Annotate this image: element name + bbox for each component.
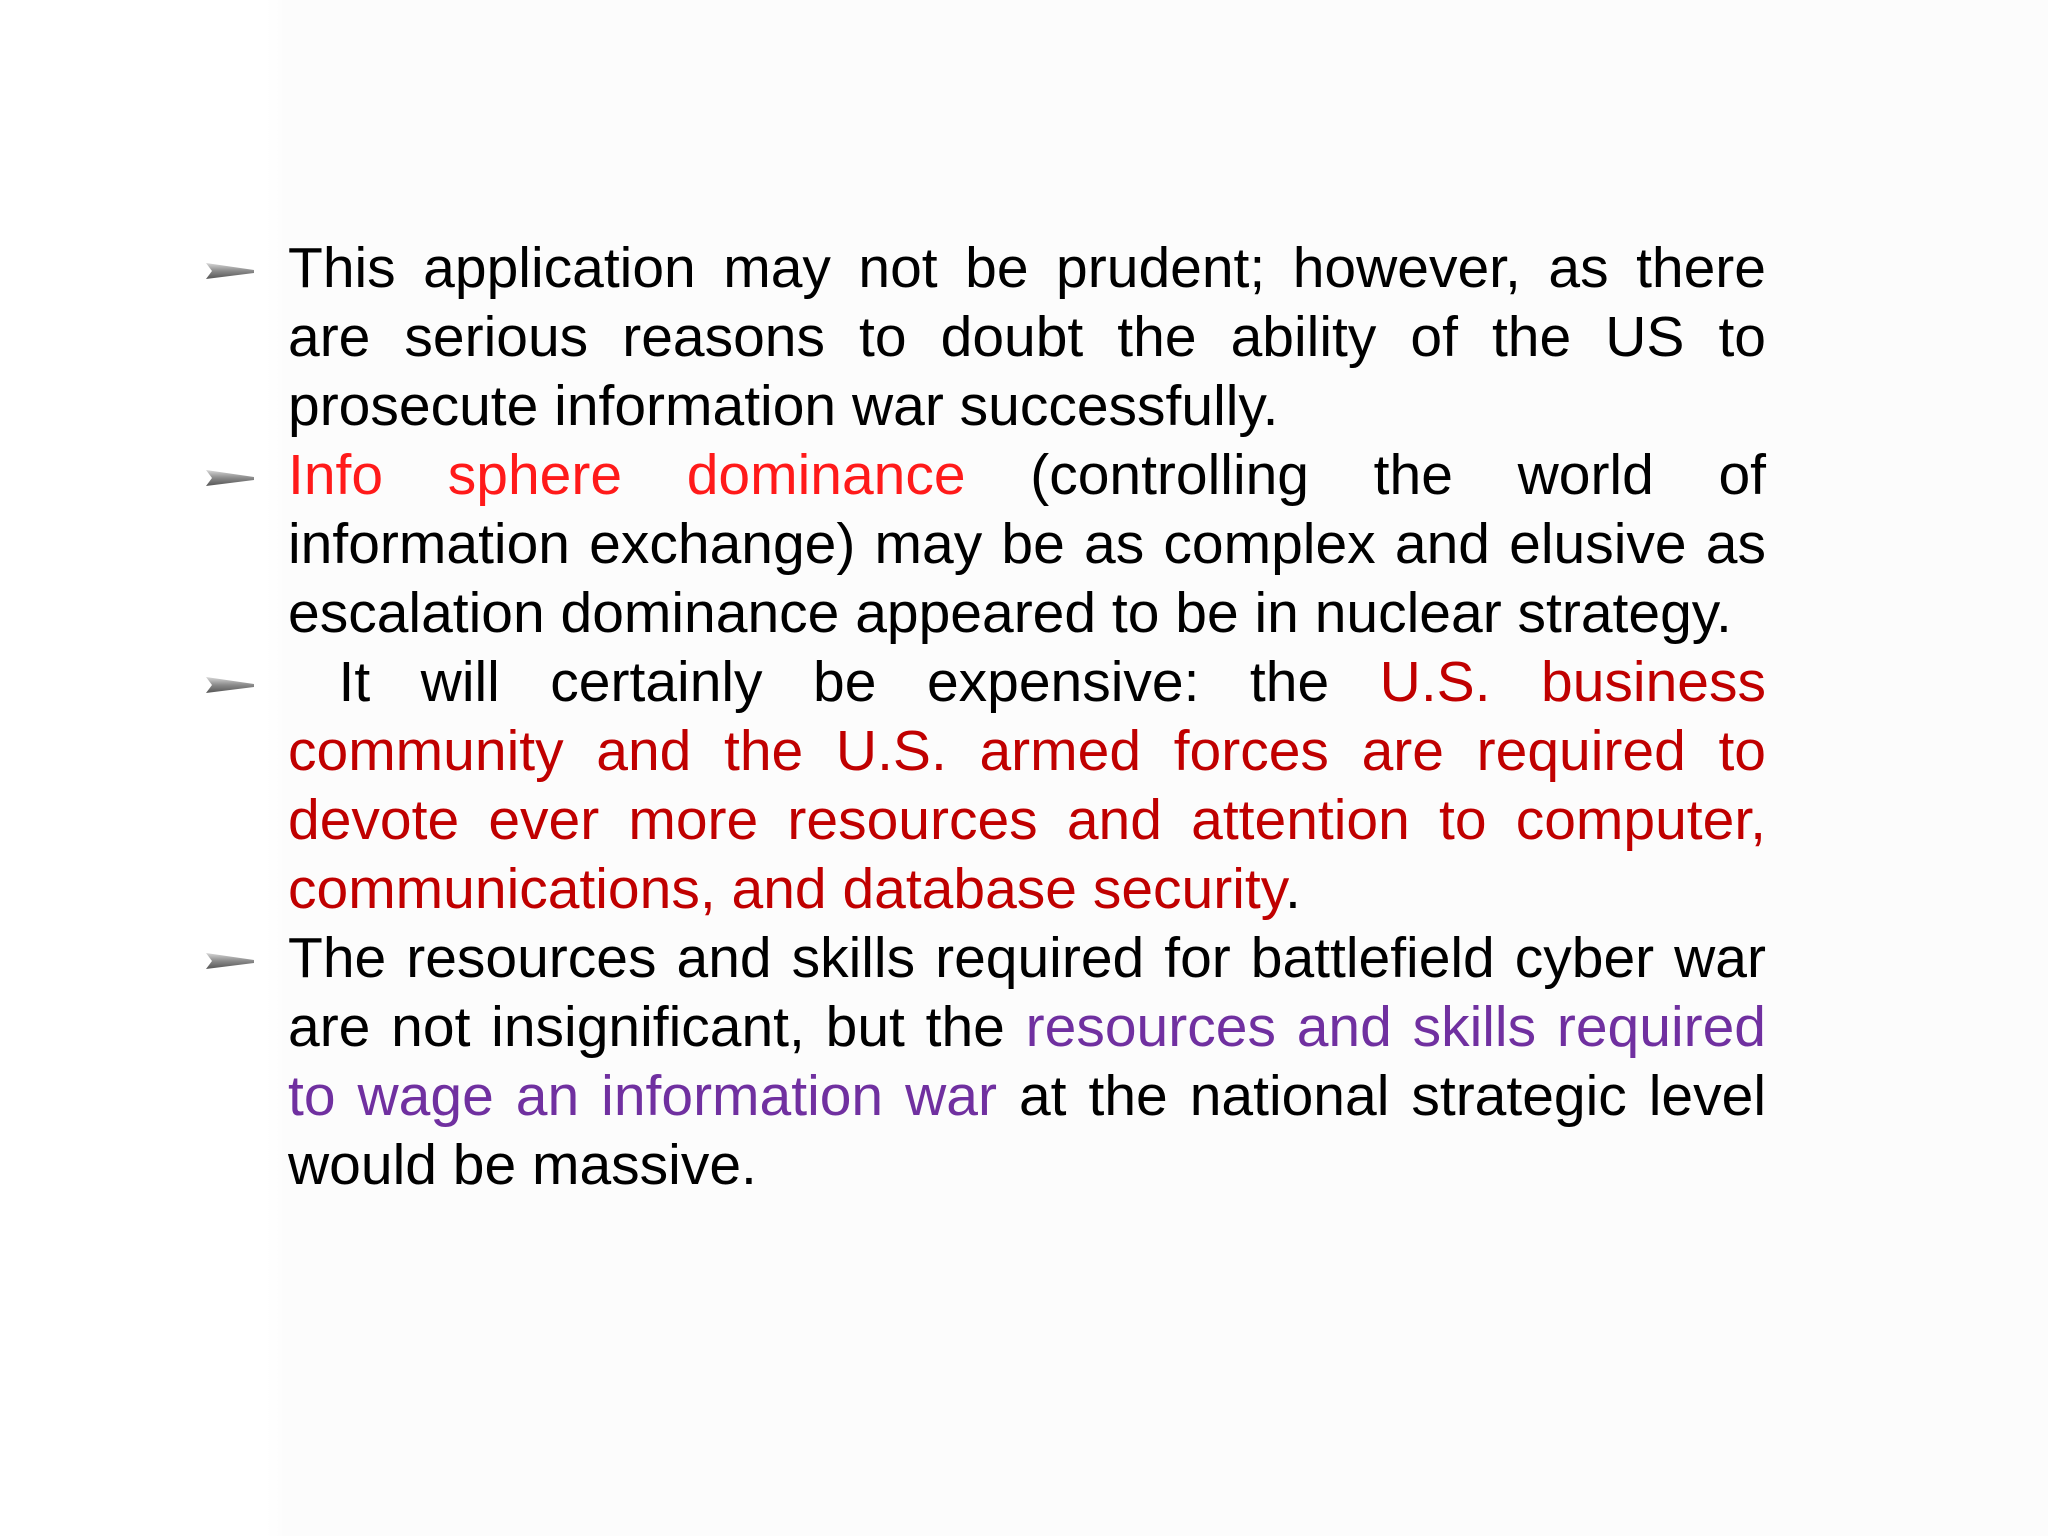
bullet-item	[206, 924, 1766, 1200]
bullet-text: The resources and skills required for battlefield cyber war are not insignificant, but the resources and skills required to wage an information war at the national strategic level would be massive.	[288, 926, 1766, 1197]
arrow-pointer-icon	[206, 952, 254, 970]
bullet-item	[206, 441, 1766, 648]
arrow-pointer-icon	[206, 469, 254, 487]
bullet-list	[206, 234, 1766, 1200]
arrow-pointer-icon	[206, 262, 254, 280]
bullet-item	[206, 234, 1766, 441]
bullet-text: It will certainly be expensive: the U.S. business community and the U.S. armed forces are required to devote ever more resources and attention to computer, communications, and database security.	[288, 650, 1766, 921]
arrow-pointer-icon	[206, 676, 254, 694]
bullet-item	[206, 648, 1766, 924]
bullet-text: This application may not be prudent; however, as there are serious reasons to doubt the ability of the US to prosecute information war successfully.	[288, 236, 1766, 438]
bullet-text: Info sphere dominance (controlling the world of information exchange) may be as complex and elusive as escalation dominance appeared to be in nuclear strategy.	[288, 443, 1766, 645]
